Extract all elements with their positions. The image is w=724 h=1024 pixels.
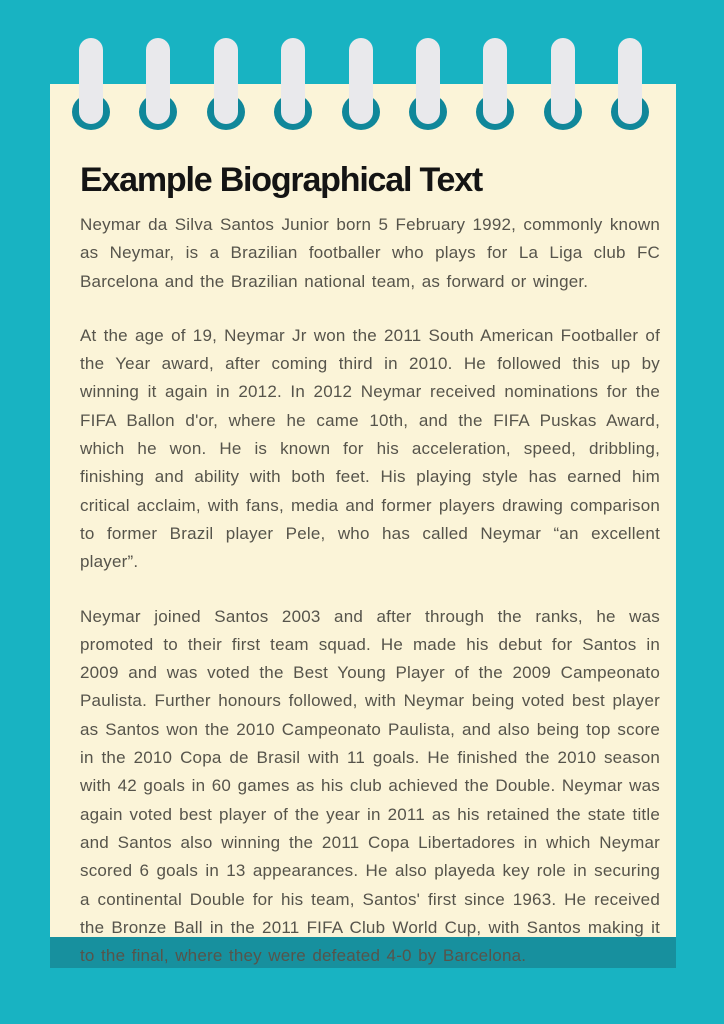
binder-ring xyxy=(476,38,514,132)
ring-bar-icon xyxy=(416,38,440,124)
binder-ring xyxy=(274,38,312,132)
binder-ring xyxy=(139,38,177,132)
page-title: Example Biographical Text xyxy=(80,161,483,199)
binder-rings xyxy=(0,0,724,140)
ring-bar-icon xyxy=(281,38,305,124)
binder-ring xyxy=(611,38,649,132)
ring-bar-icon xyxy=(79,38,103,124)
bio-paragraph-3: Neymar joined Santos 2003 and after through the ranks, he was promoted to their first team squad. He made his debut for Santos in 2009 and was voted the Best Young Player of the 2009 Campeonato Paulista. Further honours followed, with Neymar being voted best player as Santos won the 2010 Campeonato Paulista, and also being top score in the 2010 Copa de Brasil with 11 goals. He finished the 2010 season with 42 goals in 60 games as his club achieved the Double. Neymar was again voted best player of the year in 2011 as his retained the state title and Santos also winning the 2011 Copa Libertadores in which Neymar scored 6 goals in 13 appearances. He also playeda key role in securing a continental Double for his team, Santos' first since 1963. He received the Bronze Ball in the 2011 FIFA Club World Cup, with Santos making it to the final, where they were defeated 4-0 by Barcelona. xyxy=(80,606,660,966)
bio-paragraph-1: Neymar da Silva Santos Junior born 5 February 1992, commonly known as Neymar, is a Brazilian footballer who plays for La Liga club FC Barcelona and the Brazilian national team, as forward or winger. xyxy=(80,215,660,291)
ring-bar-icon xyxy=(618,38,642,124)
ring-bar-icon xyxy=(214,38,238,124)
notepad-content xyxy=(80,160,660,970)
bio-paragraph-2: At the age of 19, Neymar Jr won the 2011 South American Footballer of the Year award, after coming third in 2010. He followed this up by winning it again in 2012. In 2012 Neymar received nominations for the FIFA Ballon d'or, where he came 10th, and the FIFA Puskas Award, which he won. He is known for his acceleration, speed, dribbling, finishing and ability with both feet. His playing style has earned him critical acclaim, with fans, media and former players drawing comparison to former Brazil player Pele, who has called Neymar “an excellent player”. xyxy=(80,325,660,572)
binder-ring xyxy=(207,38,245,132)
ring-bar-icon xyxy=(146,38,170,124)
ring-bar-icon xyxy=(551,38,575,124)
binder-ring xyxy=(544,38,582,132)
ring-bar-icon xyxy=(349,38,373,124)
binder-ring xyxy=(409,38,447,132)
binder-ring xyxy=(72,38,110,132)
binder-ring xyxy=(342,38,380,132)
ring-bar-icon xyxy=(483,38,507,124)
